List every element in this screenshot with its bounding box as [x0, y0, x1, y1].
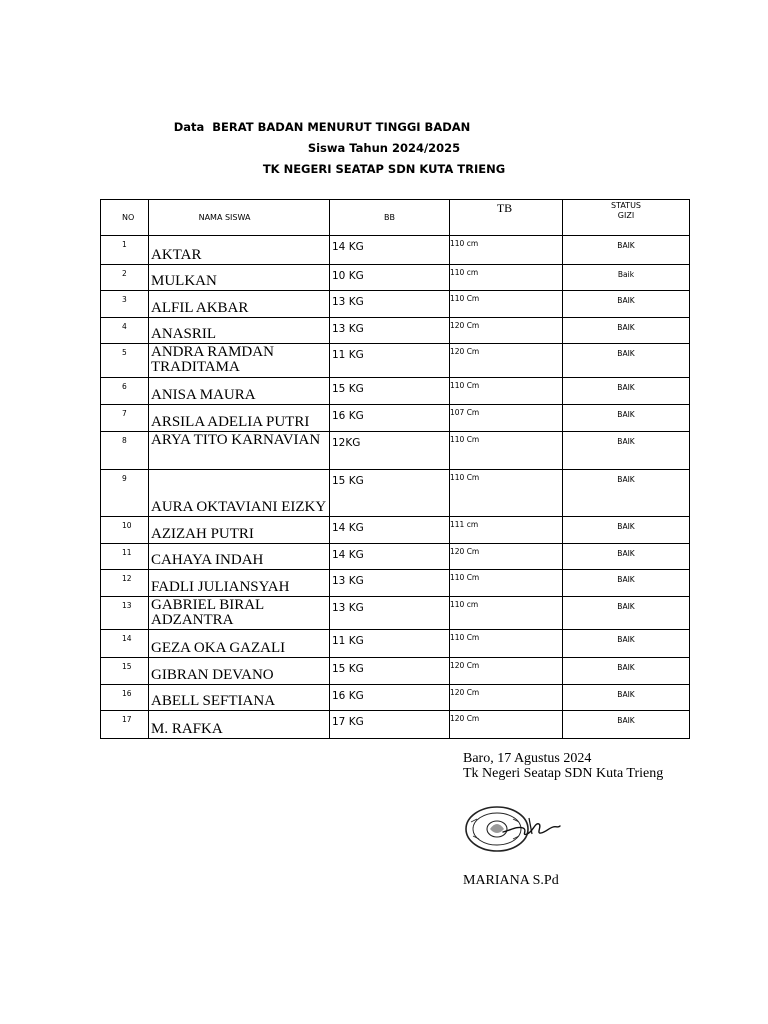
row-bb: 16 KG	[330, 685, 450, 711]
row-nama-siswa: ANASRIL	[149, 318, 330, 344]
row-no: 3	[101, 291, 149, 318]
row-nama-siswa: ANISA MAURA	[149, 378, 330, 405]
row-status-gizi: BAIK	[563, 630, 690, 658]
row-no: 8	[101, 432, 149, 470]
row-status-gizi: BAIK	[563, 378, 690, 405]
title-line-2: Siswa Tahun 2024/2025	[307, 141, 461, 155]
row-status-gizi: BAIK	[563, 597, 690, 630]
stamp-signature-icon	[463, 800, 561, 858]
signature-place-date: Baro, 17 Agustus 2024	[463, 751, 592, 766]
row-status-gizi: BAIK	[563, 236, 690, 265]
row-bb: 13 KG	[330, 291, 450, 318]
row-bb: 14 KG	[330, 517, 450, 544]
row-status-gizi: BAIK	[563, 432, 690, 470]
table-row	[101, 517, 690, 544]
row-nama-siswa: GEZA OKA GAZALI	[149, 630, 330, 658]
row-bb: 11 KG	[330, 630, 450, 658]
row-status-gizi: BAIK	[563, 570, 690, 597]
row-nama-siswa: CAHAYA INDAH	[149, 544, 330, 570]
row-no: 17	[101, 711, 149, 739]
row-tb: 120 Cm	[450, 344, 563, 378]
table-row	[101, 544, 690, 570]
row-no: 6	[101, 378, 149, 405]
table-row	[101, 236, 690, 265]
row-nama-siswa: GIBRAN DEVANO	[149, 658, 330, 685]
column-header-status-line1: STATUS	[610, 201, 641, 210]
row-nama-siswa: FADLI JULIANSYAH	[149, 570, 330, 597]
row-tb: 110 Cm	[450, 470, 563, 517]
row-no: 14	[101, 630, 149, 658]
row-nama-siswa: MULKAN	[149, 265, 330, 291]
row-status-gizi: BAIK	[563, 658, 690, 685]
row-nama-siswa: GABRIEL BIRAL ADZANTRA	[149, 597, 330, 630]
row-no: 5	[101, 344, 149, 378]
column-header-tb: TB	[450, 200, 563, 236]
row-no: 9	[101, 470, 149, 517]
row-tb: 110 Cm	[450, 432, 563, 470]
column-header-status-line2: GIZI	[617, 211, 635, 220]
row-nama-siswa: ABELL SEFTIANA	[149, 685, 330, 711]
title-line-1: Data BERAT BADAN MENURUT TINGGI BADAN	[173, 120, 471, 134]
table-row	[101, 685, 690, 711]
row-nama-siswa: ARYA TITO KARNAVIAN	[149, 432, 330, 470]
signature-institution: Tk Negeri Seatap SDN Kuta Trieng	[463, 766, 664, 781]
table-row	[101, 597, 690, 630]
row-status-gizi: BAIK	[563, 711, 690, 739]
row-tb: 107 Cm	[450, 405, 563, 432]
table-header-row	[101, 200, 690, 236]
row-status-gizi: BAIK	[563, 344, 690, 378]
column-header-bb: BB	[330, 200, 450, 236]
row-bb: 13 KG	[330, 318, 450, 344]
row-nama-siswa: ARSILA ADELIA PUTRI	[149, 405, 330, 432]
row-status-gizi: BAIK	[563, 470, 690, 517]
row-no: 10	[101, 517, 149, 544]
row-status-gizi: Baik	[563, 265, 690, 291]
student-table	[100, 199, 690, 739]
row-tb: 110 Cm	[450, 378, 563, 405]
row-bb: 10 KG	[330, 265, 450, 291]
row-bb: 15 KG	[330, 378, 450, 405]
row-no: 11	[101, 544, 149, 570]
row-bb: 11 KG	[330, 344, 450, 378]
table-row	[101, 658, 690, 685]
row-no: 4	[101, 318, 149, 344]
row-bb: 16 KG	[330, 405, 450, 432]
row-tb: 120 Cm	[450, 711, 563, 739]
row-tb: 120 Cm	[450, 318, 563, 344]
row-status-gizi: BAIK	[563, 318, 690, 344]
row-tb: 110 Cm	[450, 570, 563, 597]
row-status-gizi: BAIK	[563, 544, 690, 570]
row-tb: 110 cm	[450, 265, 563, 291]
table-row	[101, 405, 690, 432]
column-header-nama: NAMA SISWA	[149, 200, 330, 236]
row-nama-siswa: AKTAR	[149, 236, 330, 265]
row-no: 2	[101, 265, 149, 291]
row-tb: 111 cm	[450, 517, 563, 544]
row-bb: 15 KG	[330, 658, 450, 685]
title-line-3: TK NEGERI SEATAP SDN KUTA TRIENG	[262, 162, 506, 176]
row-bb: 14 KG	[330, 236, 450, 265]
row-bb: 13 KG	[330, 570, 450, 597]
row-no: 12	[101, 570, 149, 597]
row-no: 16	[101, 685, 149, 711]
row-nama-siswa: M. RAFKA	[149, 711, 330, 739]
row-tb: 110 Cm	[450, 630, 563, 658]
row-nama-siswa: ALFIL AKBAR	[149, 291, 330, 318]
row-status-gizi: BAIK	[563, 685, 690, 711]
table-row	[101, 378, 690, 405]
table-row	[101, 344, 690, 378]
row-status-gizi: BAIK	[563, 517, 690, 544]
row-nama-siswa: AZIZAH PUTRI	[149, 517, 330, 544]
table-row	[101, 265, 690, 291]
table-row	[101, 318, 690, 344]
row-status-gizi: BAIK	[563, 405, 690, 432]
row-tb: 120 Cm	[450, 658, 563, 685]
row-bb: 14 KG	[330, 544, 450, 570]
row-bb: 13 KG	[330, 597, 450, 630]
row-tb: 120 Cm	[450, 544, 563, 570]
column-header-no: NO	[101, 200, 149, 236]
table-body	[101, 236, 690, 739]
table-row	[101, 432, 690, 470]
row-nama-siswa: AURA OKTAVIANI EIZKY	[149, 470, 330, 517]
row-bb: 17 KG	[330, 711, 450, 739]
row-tb: 110 cm	[450, 597, 563, 630]
row-nama-siswa: ANDRA RAMDAN TRADITAMA	[149, 344, 330, 378]
row-status-gizi: BAIK	[563, 291, 690, 318]
row-tb: 120 Cm	[450, 685, 563, 711]
row-no: 1	[101, 236, 149, 265]
row-no: 15	[101, 658, 149, 685]
table-row	[101, 470, 690, 517]
table-row	[101, 570, 690, 597]
row-tb: 110 Cm	[450, 291, 563, 318]
row-tb: 110 cm	[450, 236, 563, 265]
table-row	[101, 291, 690, 318]
row-no: 7	[101, 405, 149, 432]
row-bb: 15 KG	[330, 470, 450, 517]
table-row	[101, 630, 690, 658]
row-bb: 12KG	[330, 432, 450, 470]
column-header-status	[563, 200, 690, 236]
table-row	[101, 711, 690, 739]
row-no: 13	[101, 597, 149, 630]
signature-name: MARIANA S.Pd	[463, 873, 559, 888]
